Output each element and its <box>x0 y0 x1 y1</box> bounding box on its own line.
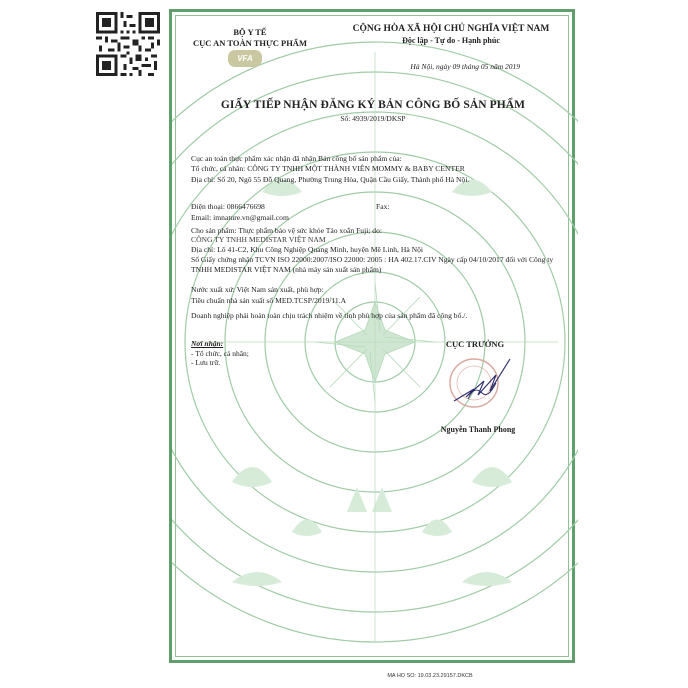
standard-line: Tiêu chuẩn nhà sản xuất số MED.TCSP/2019/11.A <box>191 296 347 305</box>
national-motto: Độc lập - Tự do - Hạnh phúc <box>402 36 500 45</box>
dossier-code: MA HO SO: 19.03.23.29157.DKCB <box>387 673 473 679</box>
document-title: GIẤY TIẾP NHẬN ĐĂNG KÝ BẢN CÔNG BỐ SẢN PHẨM <box>220 99 526 111</box>
official-stamp <box>444 351 512 419</box>
issuer-header <box>190 27 310 49</box>
organization-line: Tổ chức, cá nhân: CÔNG TY TNHH MỘT THÀNH VIÊN MOMMY & BABY CENTER <box>191 164 465 173</box>
manufacturer-name: CÔNG TY TNHH MEDISTAR VIỆT NAM <box>191 235 326 244</box>
fax-line: Fax: <box>376 202 390 211</box>
certificate-line: Số Giấy chứng nhận TCVN ISO 22000:2007/ISO 22000: 2005 : HA 402.17.CIV Ngày cấp 04/10/2017 đối với Công ty TNHH MEDISTAR VIỆT NAM (nhà máy sản xuất sản phẩm) <box>191 255 554 274</box>
national-header <box>326 23 576 47</box>
recipient-item: - Tổ chức, cá nhân; <box>191 348 249 358</box>
phone-line: Điện thoại: 0866476698 <box>191 202 265 211</box>
ministry-name: BỘ Y TẾ <box>233 27 267 37</box>
recipients-block <box>191 339 291 368</box>
responsibility-line: Doanh nghiệp phải hoàn toàn chịu trách nhiệm về tính phù hợp của sản phẩm đã công bố./. <box>191 311 468 320</box>
qr-code <box>96 12 160 76</box>
origin-line: Nước xuất xứ: Việt Nam sản xuất, phù hợp: <box>191 285 324 294</box>
vfa-logo: VFA <box>228 50 262 67</box>
country-name: CỘNG HÒA XÃ HỘI CHỦ NGHĨA VIỆT NAM <box>352 24 550 34</box>
product-line: Cho sản phẩm: Thực phẩm bảo vệ sức khỏe Tảo xoắn Fuji; do: <box>191 226 383 235</box>
signer-name: Nguyễn Thanh Phong <box>440 425 516 434</box>
recipients-label: Nơi nhận: <box>191 339 224 348</box>
organization-address: Địa chỉ: Số 20, Ngõ 55 Đỗ Quang, Phường Trung Hòa, Quận Cầu Giấy, Thành phố Hà Nội. <box>191 175 470 184</box>
manufacturer-address: Địa chỉ: Lô 41-C2, Khu Công Nghiệp Quang Minh, huyện Mê Linh, Hà Nội <box>191 245 424 254</box>
recipient-item: - Lưu trữ. <box>191 358 221 368</box>
email-line: Email: imnature.vn@gmail.com <box>191 213 289 222</box>
agency-name: CỤC AN TOÀN THỰC PHẨM <box>193 38 307 48</box>
document-number: Số: 4939/2019/DKSP <box>340 114 406 123</box>
intro-text: Cục an toàn thực phẩm xác nhận đã nhận Bản công bố sản phẩm của: <box>191 154 402 163</box>
issue-date: Hà Nội, ngày 09 tháng 05 năm 2019 <box>410 62 520 71</box>
signer-title: CỤC TRƯỞNG <box>445 339 505 349</box>
